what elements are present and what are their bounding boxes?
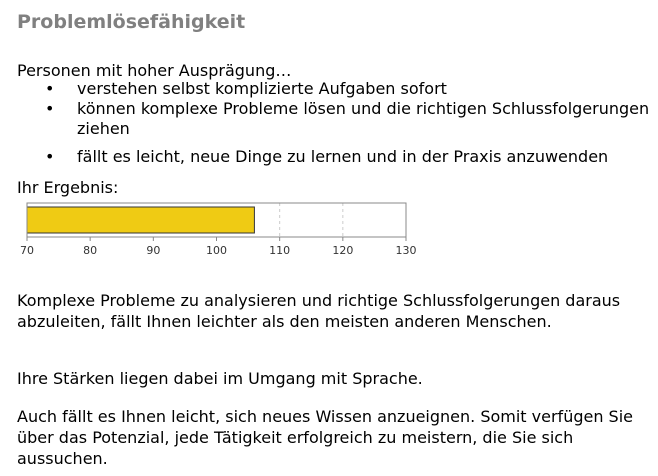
traits-list <box>17 79 657 167</box>
x-tick-label: 120 <box>332 244 354 257</box>
potential-paragraph: Auch fällt es Ihnen leicht, sich neues Wissen anzueignen. Somit verfügen Sie über das Potenzial, jede Tätigkeit erfolgreich zu meistern, die Sie sich aussuchen. <box>17 407 633 468</box>
x-tick-label: 110 <box>269 244 291 257</box>
list-item-text: verstehen selbst komplizierte Aufgaben sofort <box>77 79 447 98</box>
section-title: Problemlösefähigkeit <box>17 11 246 33</box>
x-tick-label: 80 <box>83 244 98 257</box>
bullet-icon: • <box>45 147 55 166</box>
bullet-icon: • <box>45 79 55 98</box>
result-bar-chart <box>17 198 427 264</box>
result-label: Ihr Ergebnis: <box>17 178 119 197</box>
list-item-text: können komplexe Probleme lösen und die richtigen Schlussfolgerungen ziehen <box>77 99 650 138</box>
list-item <box>17 79 657 99</box>
x-tick-label: 90 <box>146 244 161 257</box>
bullet-icon: • <box>45 99 55 118</box>
list-item <box>17 147 657 167</box>
result-bar <box>27 207 254 233</box>
x-tick-label: 130 <box>395 244 417 257</box>
x-tick-label: 100 <box>206 244 227 257</box>
result-chart <box>17 198 427 268</box>
strengths-paragraph: Ihre Stärken liegen dabei im Umgang mit Sprache. <box>17 369 423 388</box>
list-item-text: fällt es leicht, neue Dinge zu lernen und in der Praxis anzuwenden <box>77 147 609 166</box>
list-item <box>17 99 657 139</box>
result-paragraph: Komplexe Probleme zu analysieren und richtige Schlussfolgerungen daraus abzuleiten, fällt Ihnen leichter als den meisten anderen Menschen. <box>17 291 621 331</box>
x-tick-label: 70 <box>20 244 34 257</box>
intro-text: Personen mit hoher Ausprägung… <box>17 61 292 80</box>
